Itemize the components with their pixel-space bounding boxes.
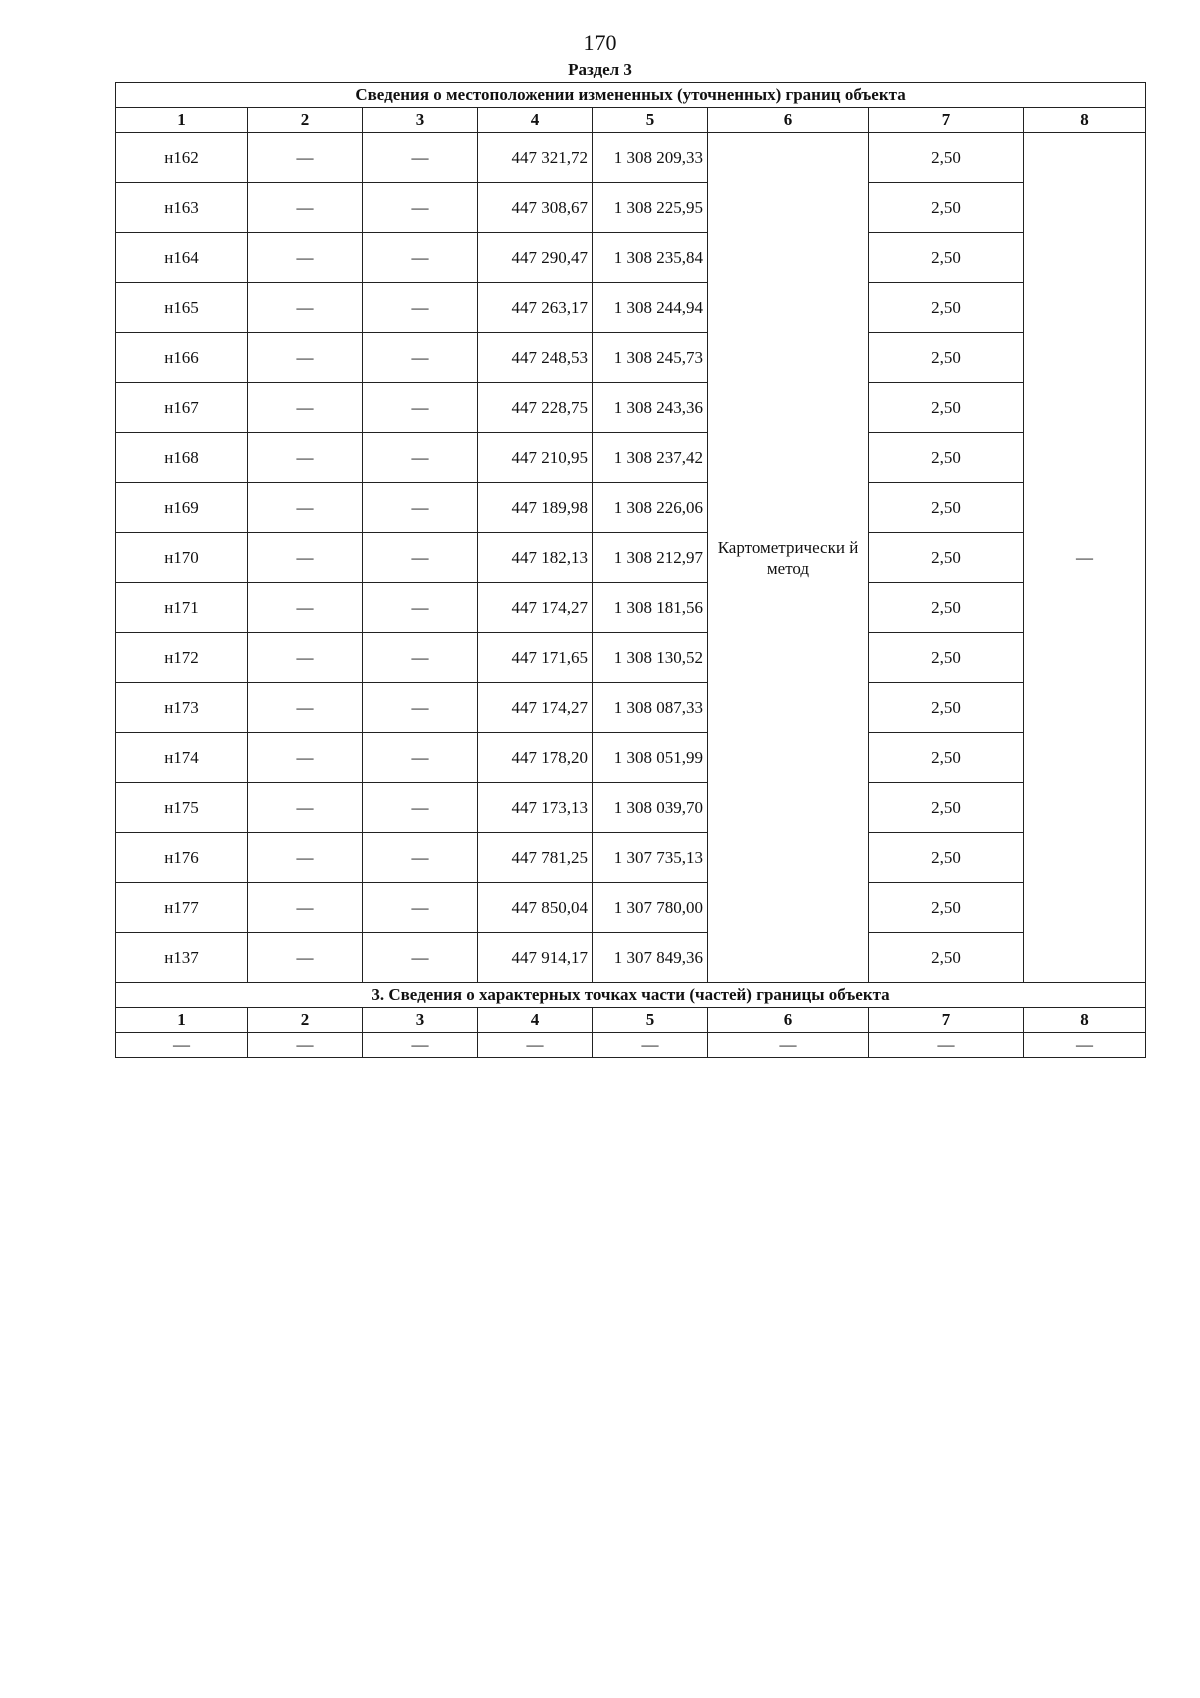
- x-coordinate-cell: 447 228,75: [478, 383, 593, 433]
- col2-cell: —: [248, 383, 363, 433]
- table-row: [116, 483, 1146, 533]
- x-coordinate-cell: 447 189,98: [478, 483, 593, 533]
- empty-cell: —: [363, 1033, 478, 1058]
- y-coordinate-cell: 1 307 780,00: [593, 883, 708, 933]
- accuracy-cell: 2,50: [869, 283, 1024, 333]
- point-name-cell: н162: [116, 133, 248, 183]
- col2-cell: —: [248, 433, 363, 483]
- point-name-cell: н172: [116, 633, 248, 683]
- accuracy-cell: 2,50: [869, 733, 1024, 783]
- col2-cell: —: [248, 533, 363, 583]
- col3-cell: —: [363, 483, 478, 533]
- y-coordinate-cell: 1 308 226,06: [593, 483, 708, 533]
- x-coordinate-cell: 447 171,65: [478, 633, 593, 683]
- accuracy-cell: 2,50: [869, 133, 1024, 183]
- col3-cell: —: [363, 883, 478, 933]
- point-name-cell: н171: [116, 583, 248, 633]
- col3-cell: —: [363, 733, 478, 783]
- col2-cell: —: [248, 783, 363, 833]
- x-coordinate-cell: 447 308,67: [478, 183, 593, 233]
- y-coordinate-cell: 1 308 245,73: [593, 333, 708, 383]
- empty-cell: —: [248, 1033, 363, 1058]
- x-coordinate-cell: 447 914,17: [478, 933, 593, 983]
- table-row: [116, 783, 1146, 833]
- point-name-cell: н174: [116, 733, 248, 783]
- table-title: Сведения о местоположении измененных (уточненных) границ объекта: [116, 83, 1146, 108]
- y-coordinate-cell: 1 308 181,56: [593, 583, 708, 633]
- column-number-header: 1: [116, 1008, 248, 1033]
- column-number-header: 8: [1024, 1008, 1146, 1033]
- column-number-header: 5: [593, 108, 708, 133]
- y-coordinate-cell: 1 307 849,36: [593, 933, 708, 983]
- col2-cell: —: [248, 133, 363, 183]
- col2-cell: —: [248, 933, 363, 983]
- col2-cell: —: [248, 233, 363, 283]
- col3-cell: —: [363, 433, 478, 483]
- x-coordinate-cell: 447 321,72: [478, 133, 593, 183]
- table-row: [116, 133, 1146, 183]
- column-number-header: 7: [869, 1008, 1024, 1033]
- table-row: [116, 583, 1146, 633]
- col3-cell: —: [363, 833, 478, 883]
- y-coordinate-cell: 1 308 225,95: [593, 183, 708, 233]
- page-number: 170: [583, 30, 617, 55]
- col2-cell: —: [248, 183, 363, 233]
- accuracy-cell: 2,50: [869, 683, 1024, 733]
- column-number-row: [116, 108, 1146, 133]
- col3-cell: —: [363, 133, 478, 183]
- x-coordinate-cell: 447 174,27: [478, 683, 593, 733]
- point-name-cell: н169: [116, 483, 248, 533]
- col3-cell: —: [363, 233, 478, 283]
- accuracy-cell: 2,50: [869, 383, 1024, 433]
- point-name-cell: н176: [116, 833, 248, 883]
- x-coordinate-cell: 447 248,53: [478, 333, 593, 383]
- column-number-header: 8: [1024, 108, 1146, 133]
- col2-cell: —: [248, 333, 363, 383]
- accuracy-cell: 2,50: [869, 533, 1024, 583]
- point-name-cell: н164: [116, 233, 248, 283]
- col3-cell: —: [363, 283, 478, 333]
- point-name-cell: н163: [116, 183, 248, 233]
- accuracy-cell: 2,50: [869, 633, 1024, 683]
- table-row: [116, 333, 1146, 383]
- table-row: [116, 1033, 1146, 1058]
- x-coordinate-cell: 447 263,17: [478, 283, 593, 333]
- col2-cell: —: [248, 833, 363, 883]
- x-coordinate-cell: 447 210,95: [478, 433, 593, 483]
- column-number-header: 4: [478, 108, 593, 133]
- point-name-cell: н166: [116, 333, 248, 383]
- accuracy-cell: 2,50: [869, 583, 1024, 633]
- accuracy-cell: 2,50: [869, 933, 1024, 983]
- table-row: [116, 183, 1146, 233]
- y-coordinate-cell: 1 308 051,99: [593, 733, 708, 783]
- column-number-header: 6: [708, 1008, 869, 1033]
- column-number-header: 5: [593, 1008, 708, 1033]
- table-row: [116, 883, 1146, 933]
- empty-cell: —: [116, 1033, 248, 1058]
- x-coordinate-cell: 447 174,27: [478, 583, 593, 633]
- table-row: [116, 533, 1146, 583]
- col3-cell: —: [363, 583, 478, 633]
- col3-cell: —: [363, 933, 478, 983]
- table-row: [116, 283, 1146, 333]
- col2-cell: —: [248, 883, 363, 933]
- col2-cell: —: [248, 733, 363, 783]
- table-row: [116, 733, 1146, 783]
- y-coordinate-cell: 1 308 087,33: [593, 683, 708, 733]
- table-row: [116, 683, 1146, 733]
- x-coordinate-cell: 447 178,20: [478, 733, 593, 783]
- empty-cell: —: [1024, 1033, 1146, 1058]
- col3-cell: —: [363, 783, 478, 833]
- accuracy-cell: 2,50: [869, 183, 1024, 233]
- empty-cell: —: [593, 1033, 708, 1058]
- column-number-header: 7: [869, 108, 1024, 133]
- column-number-header: 4: [478, 1008, 593, 1033]
- y-coordinate-cell: 1 308 244,94: [593, 283, 708, 333]
- table-row: [116, 233, 1146, 283]
- column-number-header: 2: [248, 1008, 363, 1033]
- col3-cell: —: [363, 183, 478, 233]
- col3-cell: —: [363, 533, 478, 583]
- y-coordinate-cell: 1 308 237,42: [593, 433, 708, 483]
- accuracy-cell: 2,50: [869, 483, 1024, 533]
- point-name-cell: н170: [116, 533, 248, 583]
- col3-cell: —: [363, 683, 478, 733]
- y-coordinate-cell: 1 308 243,36: [593, 383, 708, 433]
- y-coordinate-cell: 1 308 212,97: [593, 533, 708, 583]
- point-name-cell: н167: [116, 383, 248, 433]
- section2-title: 3. Сведения о характерных точках части (частей) границы объекта: [116, 983, 1146, 1008]
- accuracy-cell: 2,50: [869, 833, 1024, 883]
- point-name-cell: н168: [116, 433, 248, 483]
- col3-cell: —: [363, 383, 478, 433]
- column-number-row: [116, 1008, 1146, 1033]
- x-coordinate-cell: 447 173,13: [478, 783, 593, 833]
- accuracy-cell: 2,50: [869, 433, 1024, 483]
- method-cell: Картометрически й метод: [708, 133, 869, 983]
- y-coordinate-cell: 1 308 209,33: [593, 133, 708, 183]
- x-coordinate-cell: 447 290,47: [478, 233, 593, 283]
- column-number-header: 1: [116, 108, 248, 133]
- col2-cell: —: [248, 583, 363, 633]
- x-coordinate-cell: 447 781,25: [478, 833, 593, 883]
- col2-cell: —: [248, 683, 363, 733]
- accuracy-cell: 2,50: [869, 883, 1024, 933]
- point-name-cell: н177: [116, 883, 248, 933]
- x-coordinate-cell: 447 850,04: [478, 883, 593, 933]
- col3-cell: —: [363, 333, 478, 383]
- x-coordinate-cell: 447 182,13: [478, 533, 593, 583]
- table-row: [116, 833, 1146, 883]
- col2-cell: —: [248, 483, 363, 533]
- col2-cell: —: [248, 633, 363, 683]
- empty-cell: —: [869, 1033, 1024, 1058]
- y-coordinate-cell: 1 308 235,84: [593, 233, 708, 283]
- point-name-cell: н137: [116, 933, 248, 983]
- y-coordinate-cell: 1 308 130,52: [593, 633, 708, 683]
- col3-cell: —: [363, 633, 478, 683]
- column-number-header: 3: [363, 1008, 478, 1033]
- accuracy-cell: 2,50: [869, 233, 1024, 283]
- accuracy-cell: 2,50: [869, 333, 1024, 383]
- table-row: [116, 633, 1146, 683]
- accuracy-cell: 2,50: [869, 783, 1024, 833]
- point-name-cell: н175: [116, 783, 248, 833]
- table-row: [116, 383, 1146, 433]
- column-number-header: 3: [363, 108, 478, 133]
- col8-cell: —: [1024, 133, 1146, 983]
- section-label: Раздел 3: [568, 60, 632, 79]
- table-row: [116, 933, 1146, 983]
- coordinates-table: [115, 82, 1146, 1058]
- column-number-header: 2: [248, 108, 363, 133]
- point-name-cell: н165: [116, 283, 248, 333]
- column-number-header: 6: [708, 108, 869, 133]
- table-row: [116, 433, 1146, 483]
- y-coordinate-cell: 1 308 039,70: [593, 783, 708, 833]
- empty-cell: —: [708, 1033, 869, 1058]
- empty-cell: —: [478, 1033, 593, 1058]
- col2-cell: —: [248, 283, 363, 333]
- point-name-cell: н173: [116, 683, 248, 733]
- y-coordinate-cell: 1 307 735,13: [593, 833, 708, 883]
